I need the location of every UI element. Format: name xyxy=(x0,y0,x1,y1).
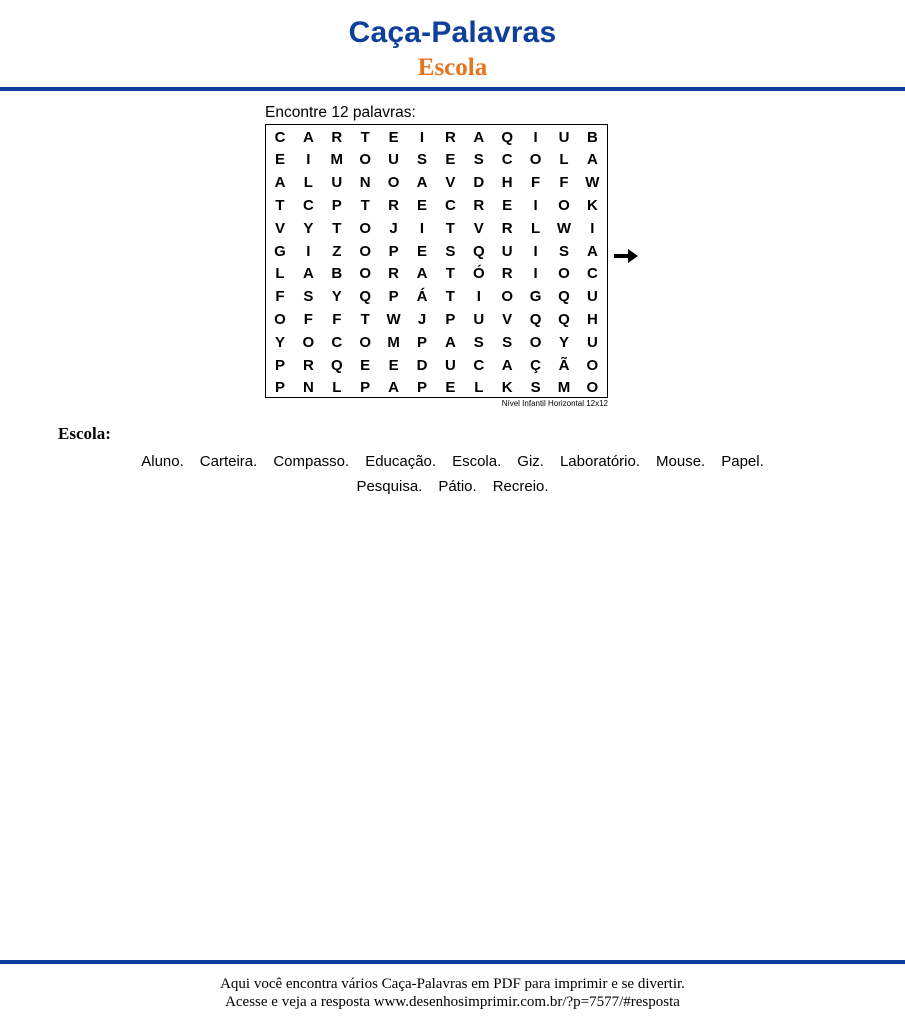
grid-cell: A xyxy=(416,265,428,283)
grid-cell: Ã xyxy=(558,356,570,374)
word-list-item: Escola. xyxy=(452,453,502,470)
grid-cell: T xyxy=(445,219,455,237)
grid-cell: O xyxy=(387,174,400,192)
grid-cell: C xyxy=(586,265,598,283)
grid-cell: R xyxy=(444,128,456,146)
grid-cell: N xyxy=(359,174,371,192)
grid-cell: Q xyxy=(330,356,343,374)
grid-cell: A xyxy=(586,151,598,169)
grid-cell: V xyxy=(274,219,285,237)
grid-cell: T xyxy=(445,265,455,283)
page-title: Caça-Palavras xyxy=(348,16,557,49)
grid-row xyxy=(266,172,607,195)
grid-cell: Y xyxy=(558,333,569,351)
grid-cell: S xyxy=(473,333,484,351)
grid-cell: Ç xyxy=(530,356,542,374)
grid-cell: S xyxy=(303,288,314,306)
grid-cell: C xyxy=(444,196,456,214)
grid-cell: P xyxy=(360,379,371,397)
grid-cell: A xyxy=(302,265,314,283)
grid-cell: I xyxy=(306,242,311,260)
grid-cell: L xyxy=(332,379,342,397)
grid-cell: P xyxy=(331,196,342,214)
grid-row xyxy=(266,377,607,400)
grid-cell: E xyxy=(360,356,371,374)
grid-cell: R xyxy=(331,128,343,146)
grid-cell: R xyxy=(473,196,485,214)
grid-cell: U xyxy=(586,288,598,306)
footer-text-line-2: Acesse e veja a resposta www.desenhosimprimir.com.br/?p=7577/#resposta xyxy=(225,994,680,1010)
grid-cell: O xyxy=(302,333,315,351)
word-list-line xyxy=(40,477,865,502)
grid-cell: U xyxy=(388,151,400,169)
grid-row xyxy=(266,149,607,172)
grid-cell: O xyxy=(359,242,372,260)
word-list-item: Carteira. xyxy=(199,453,258,470)
grid-row xyxy=(266,332,607,355)
grid-cell: O xyxy=(359,219,372,237)
level-note: Nível Infantil Horizontal 12x12 xyxy=(501,399,608,408)
word-search-grid xyxy=(265,124,608,398)
grid-cell: L xyxy=(474,379,484,397)
grid-cell: U xyxy=(444,356,456,374)
grid-cell: Q xyxy=(359,288,372,306)
word-list-heading: Escola: xyxy=(58,424,111,443)
grid-cell: R xyxy=(388,265,400,283)
grid-cell: L xyxy=(303,174,313,192)
word-list xyxy=(40,452,865,502)
grid-cell: A xyxy=(444,333,456,351)
grid-cell: L xyxy=(275,265,285,283)
grid-cell: T xyxy=(275,196,285,214)
grid-row xyxy=(266,286,607,309)
grid-cell: D xyxy=(473,174,485,192)
grid-cell: Q xyxy=(501,128,514,146)
grid-row xyxy=(266,195,607,218)
grid-cell: W xyxy=(585,174,600,192)
grid-cell: M xyxy=(557,379,571,397)
grid-cell: F xyxy=(275,288,285,306)
grid-cell: F xyxy=(303,310,313,328)
grid-cell: O xyxy=(586,356,599,374)
word-list-item: Pesquisa. xyxy=(356,478,423,495)
grid-cell: C xyxy=(302,196,314,214)
grid-cell: Y xyxy=(303,219,314,237)
word-list-line xyxy=(40,452,865,477)
grid-cell: O xyxy=(359,151,372,169)
grid-cell: E xyxy=(445,151,456,169)
grid-cell: P xyxy=(416,333,427,351)
grid-cell: S xyxy=(502,333,513,351)
grid-cell: E xyxy=(416,242,427,260)
grid-cell: Y xyxy=(331,288,342,306)
grid-cell: V xyxy=(445,174,456,192)
grid-cell: S xyxy=(558,242,569,260)
grid-cell: J xyxy=(389,219,398,237)
grid-cell: S xyxy=(473,151,484,169)
grid-cell: P xyxy=(274,356,285,374)
grid-cell: W xyxy=(386,310,401,328)
word-list-item: Compasso. xyxy=(273,453,350,470)
grid-cell: C xyxy=(274,128,286,146)
grid-row xyxy=(266,263,607,286)
grid-cell: E xyxy=(416,196,427,214)
grid-cell: I xyxy=(419,219,425,237)
word-list-item: Laboratório. xyxy=(559,453,641,470)
grid-cell: V xyxy=(473,219,484,237)
grid-cell: I xyxy=(419,128,425,146)
grid-cell: R xyxy=(501,219,513,237)
grid-cell: P xyxy=(388,288,399,306)
grid-cell: Y xyxy=(274,333,285,351)
grid-cell: Q xyxy=(558,288,570,306)
grid-cell: J xyxy=(417,310,427,328)
grid-cell: Q xyxy=(472,242,485,260)
grid-cell: F xyxy=(332,310,342,328)
header-divider xyxy=(0,87,905,91)
grid-cell: O xyxy=(558,196,570,214)
grid-row xyxy=(266,355,607,378)
grid-cell: P xyxy=(388,242,399,260)
grid-cell: F xyxy=(531,174,541,192)
grid-cell: K xyxy=(586,196,598,214)
grid-cell: T xyxy=(360,128,370,146)
grid-cell: U xyxy=(473,310,485,328)
grid-cell: E xyxy=(388,128,399,146)
grid-row xyxy=(266,309,607,332)
footer-divider xyxy=(0,960,905,964)
grid-cell: A xyxy=(586,242,598,260)
grid-cell: U xyxy=(586,333,598,351)
grid-cell: A xyxy=(274,174,286,192)
grid-cell: I xyxy=(306,151,311,169)
grid-letters xyxy=(266,125,607,397)
word-list-item: Educação. xyxy=(365,453,437,470)
word-list-item: Recreio. xyxy=(492,478,549,495)
footer-text-line-1: Aqui você encontra vários Caça-Palavras em PDF para imprimir e se divertir. xyxy=(220,976,685,992)
grid-cell: P xyxy=(416,379,427,397)
grid-cell: R xyxy=(302,356,314,374)
grid-cell: T xyxy=(360,310,370,328)
grid-cell: G xyxy=(274,242,286,260)
grid-cell: E xyxy=(445,379,456,397)
grid-cell: C xyxy=(473,356,485,374)
grid-cell: Z xyxy=(332,242,342,260)
grid-cell: O xyxy=(529,151,542,169)
grid-cell: A xyxy=(501,356,513,374)
grid-cell: D xyxy=(416,356,428,374)
grid-cell: O xyxy=(529,333,542,351)
grid-cell: R xyxy=(501,265,513,283)
grid-cell: B xyxy=(586,128,598,146)
grid-cell: P xyxy=(274,379,285,397)
grid-cell: Q xyxy=(529,310,542,328)
grid-cell: K xyxy=(501,379,513,397)
grid-cell: E xyxy=(502,196,513,214)
word-list-item: Giz. xyxy=(517,453,544,470)
word-list-item: Aluno. xyxy=(141,453,184,470)
grid-cell: I xyxy=(590,219,595,237)
grid-cell: O xyxy=(558,265,570,283)
grid-cell: Q xyxy=(558,310,570,328)
grid-cell: O xyxy=(586,379,599,397)
grid-cell: I xyxy=(533,128,538,146)
grid-cell: O xyxy=(359,333,372,351)
grid-cell: A xyxy=(302,128,314,146)
grid-cell: O xyxy=(359,265,372,283)
grid-cell: M xyxy=(330,151,344,169)
grid-cell: V xyxy=(502,310,513,328)
grid-cell: T xyxy=(332,219,342,237)
grid-cell: E xyxy=(388,356,399,374)
grid-cell: U xyxy=(501,242,513,260)
grid-cell: S xyxy=(530,379,541,397)
grid-cell: L xyxy=(531,219,541,237)
word-list-item: Mouse. xyxy=(656,453,706,470)
grid-cell: I xyxy=(476,288,481,306)
grid-cell: C xyxy=(331,333,343,351)
grid-row xyxy=(266,127,607,150)
grid-cell: H xyxy=(501,174,513,192)
page-subtitle: Escola xyxy=(417,54,488,81)
grid-cell: Ó xyxy=(472,265,485,283)
grid-row xyxy=(266,218,607,241)
grid-cell: W xyxy=(556,219,572,237)
puzzle-instruction: Encontre 12 palavras: xyxy=(265,104,416,121)
word-list-item: Papel. xyxy=(721,453,764,470)
grid-row xyxy=(266,241,607,264)
grid-cell: A xyxy=(416,174,428,192)
grid-cell: N xyxy=(302,379,314,397)
grid-cell: I xyxy=(533,196,538,214)
word-list-item: Pátio. xyxy=(438,478,477,495)
grid-cell: S xyxy=(416,151,427,169)
grid-cell: T xyxy=(360,196,370,214)
grid-cell: U xyxy=(331,174,343,192)
grid-cell: T xyxy=(445,288,455,306)
grid-cell: S xyxy=(445,242,456,260)
grid-cell: L xyxy=(559,151,569,169)
grid-cell: P xyxy=(445,310,456,328)
right-arrow-icon xyxy=(613,247,639,265)
grid-cell: Á xyxy=(416,288,428,306)
grid-cell: F xyxy=(559,174,569,192)
grid-cell: E xyxy=(274,151,285,169)
grid-cell: G xyxy=(529,288,542,306)
grid-cell: B xyxy=(331,265,343,283)
grid-cell: I xyxy=(533,242,538,260)
grid-cell: R xyxy=(388,196,400,214)
grid-cell: O xyxy=(501,288,514,306)
grid-cell: O xyxy=(274,310,286,328)
grid-cell: A xyxy=(473,128,485,146)
grid-cell: C xyxy=(501,151,513,169)
grid-cell: H xyxy=(586,310,598,328)
grid-cell: M xyxy=(387,333,400,351)
grid-cell: I xyxy=(533,265,538,283)
grid-cell: A xyxy=(388,379,400,397)
grid-cell: U xyxy=(558,128,570,146)
